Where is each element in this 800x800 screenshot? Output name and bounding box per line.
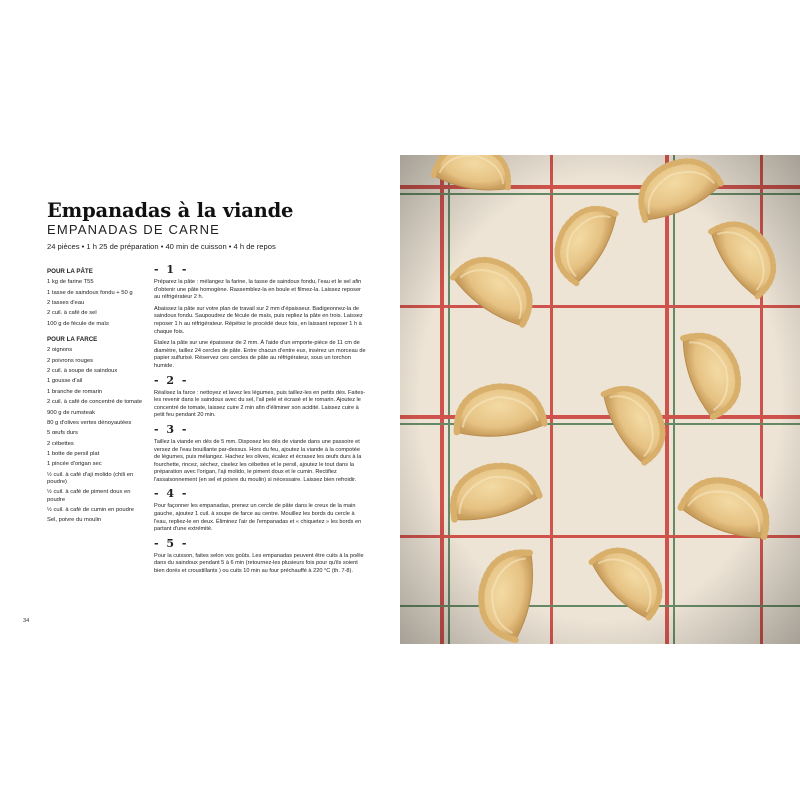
ingredient-item: 1 tasse de saindoux fondu + 50 g bbox=[47, 289, 133, 296]
method-column bbox=[154, 264, 366, 580]
step-number: - 3 - bbox=[154, 422, 189, 436]
ingredient-item: 1 branche de romarin bbox=[47, 388, 103, 395]
step-1 bbox=[154, 264, 366, 371]
ingredient-item: 2 cébettes bbox=[47, 440, 74, 447]
step-2 bbox=[154, 375, 366, 420]
ingredient-item: 2 cuil. à café de concentré de tomate bbox=[47, 399, 143, 406]
ingredient-item: 1 pincée d'origan sec bbox=[47, 461, 102, 468]
ingredient-list bbox=[47, 347, 147, 524]
step-text: Pour la cuisson, faites selon vos goûts. Les empanadas peuvent être cuits à la poêle dans du saindoux pendant 5 à 6 min (retournez-les plusieurs fois pour qu'ils soient bien dorés et croustillants ) ou cuits 10 min au four préchauffé à 220 °C (th. 7-8). bbox=[154, 552, 364, 575]
recipe-meta: 24 pièces • 1 h 25 de préparation • 40 min de cuisson • 4 h de repos bbox=[47, 242, 276, 251]
ingredients-heading: POUR LA FARCE bbox=[47, 335, 98, 343]
ingredient-item: 5 œufs durs bbox=[47, 430, 78, 437]
step-text: Pour façonner les empanadas, prenez un cercle de pâte dans le creux de la main gauche, ajoutez 1 cuil. à soupe de farce au centre. Mouillez les bords du cercle à l'eau, repliez-le en deux. Éliminez l'air de l'empanadas et « chiquetez » les bords en partant d'une extrémité. bbox=[154, 503, 362, 533]
ingredient-item: 100 g de fécule de maïs bbox=[47, 320, 109, 327]
ingredient-item: 2 cuil. à café de sel bbox=[47, 310, 97, 317]
step-text: Taillez la viande en dés de 5 mm. Disposez les dés de viande dans une passoire et versez de l'eau bouillante par-dessus. Hors du feu, ajoutez la viande à la compotée de légumes, puis mélangez. Hachez les olives, écalez et écrasez les œufs durs à la fourchette, rincez, séchez, ciselez les cébettes et le persil, ajoutez le tout dans la préparation avec l'origan, l'aji molido, le piment doux et le cumin. Rectifiez l'assaisonnement (en sel et poivre du moulin) si nécessaire. Laissez bien refroidir. bbox=[154, 438, 362, 483]
ingredient-item: 2 oignons bbox=[47, 347, 73, 354]
step-text: Abaissez la pâte sur votre plan de travail sur 2 mm d'épaisseur. Badigeonnez-la de saindoux fondu. Saupoudrez de fécule de maïs, puis repliez la pâte en trois. Laissez reposer 1 h au réfrigérateur. Répétez le procédé deux fois, en laissant reposer 1 h à chaque fois. bbox=[154, 305, 363, 335]
recipe-subtitle: EMPANADAS DE CARNE bbox=[47, 222, 221, 237]
step-number: - 5 - bbox=[154, 536, 189, 550]
step-number: - 1 - bbox=[154, 263, 189, 276]
ingredient-item: Sel, poivre du moulin bbox=[47, 517, 102, 524]
ingredient-item: 900 g de rumsteak bbox=[47, 409, 96, 416]
ingredient-item: 80 g d'olives vertes dénoyautées bbox=[47, 419, 132, 426]
ingredient-item: 1 botte de persil plat bbox=[47, 451, 100, 458]
dough-ingredients bbox=[47, 268, 147, 328]
step-text: Étalez la pâte sur une épaisseur de 2 mm. À l'aide d'un emporte-pièce de 11 cm de diamètre, taillez 24 cercles de pâte. Entre chacun d'entre eux, insérez un morceau de papier sulfurisé. Réservez ces cercles de pâte au réfrigérateur, sous un torchon humide. bbox=[154, 340, 366, 369]
step-number: - 4 - bbox=[154, 487, 189, 501]
ingredient-list bbox=[47, 279, 147, 328]
ingredients-column bbox=[47, 268, 147, 528]
page-number: 34 bbox=[23, 618, 30, 624]
step-5 bbox=[154, 538, 366, 576]
ingredient-item: 2 tasses d'eau bbox=[47, 299, 85, 306]
recipe-title: Empanadas à la viande bbox=[47, 199, 294, 222]
step-text: Réalisez la farce : nettoyez et lavez les légumes, puis taillez-les en petits dés. Faites-les revenir dans le saindoux avec du sel, l'ail pelé et écrasé et le romarin. Ajoutez le concentré de tomate, laissez cuire 2 min afin d'éliminer son acidité. Laissez cuire à petit feu pendant 20 min. bbox=[154, 389, 366, 419]
ingredient-item: 1 gousse d'ail bbox=[47, 378, 83, 385]
filling-ingredients bbox=[47, 336, 147, 525]
ingredient-item: 1 kg de farine T55 bbox=[47, 279, 94, 286]
step-4 bbox=[154, 488, 366, 533]
ingredient-item: 2 poivrons rouges bbox=[47, 357, 94, 364]
ingredient-item: ½ cuil. à café de piment doux en poudre bbox=[47, 489, 131, 503]
empanadas-photo bbox=[400, 155, 800, 644]
step-3 bbox=[154, 424, 366, 485]
step-number: - 2 - bbox=[154, 373, 189, 387]
step-text: Préparez la pâte : mélangez la farine, la tasse de saindoux fondu, l'eau et le sel afin d'obtenir une pâte homogène. Rassemblez-la en boule et filmez-la. Laissez reposer au réfrigérateur 2 h. bbox=[154, 279, 362, 301]
ingredients-heading: POUR LA PÂTE bbox=[47, 268, 93, 275]
ingredient-item: ½ cuil. à café d'aji molido (chili en poudre) bbox=[47, 471, 134, 486]
ingredient-item: 2 cuil. à soupe de saindoux bbox=[47, 367, 118, 374]
ingredient-item: ½ cuil. à café de cumin en poudre bbox=[47, 507, 135, 514]
